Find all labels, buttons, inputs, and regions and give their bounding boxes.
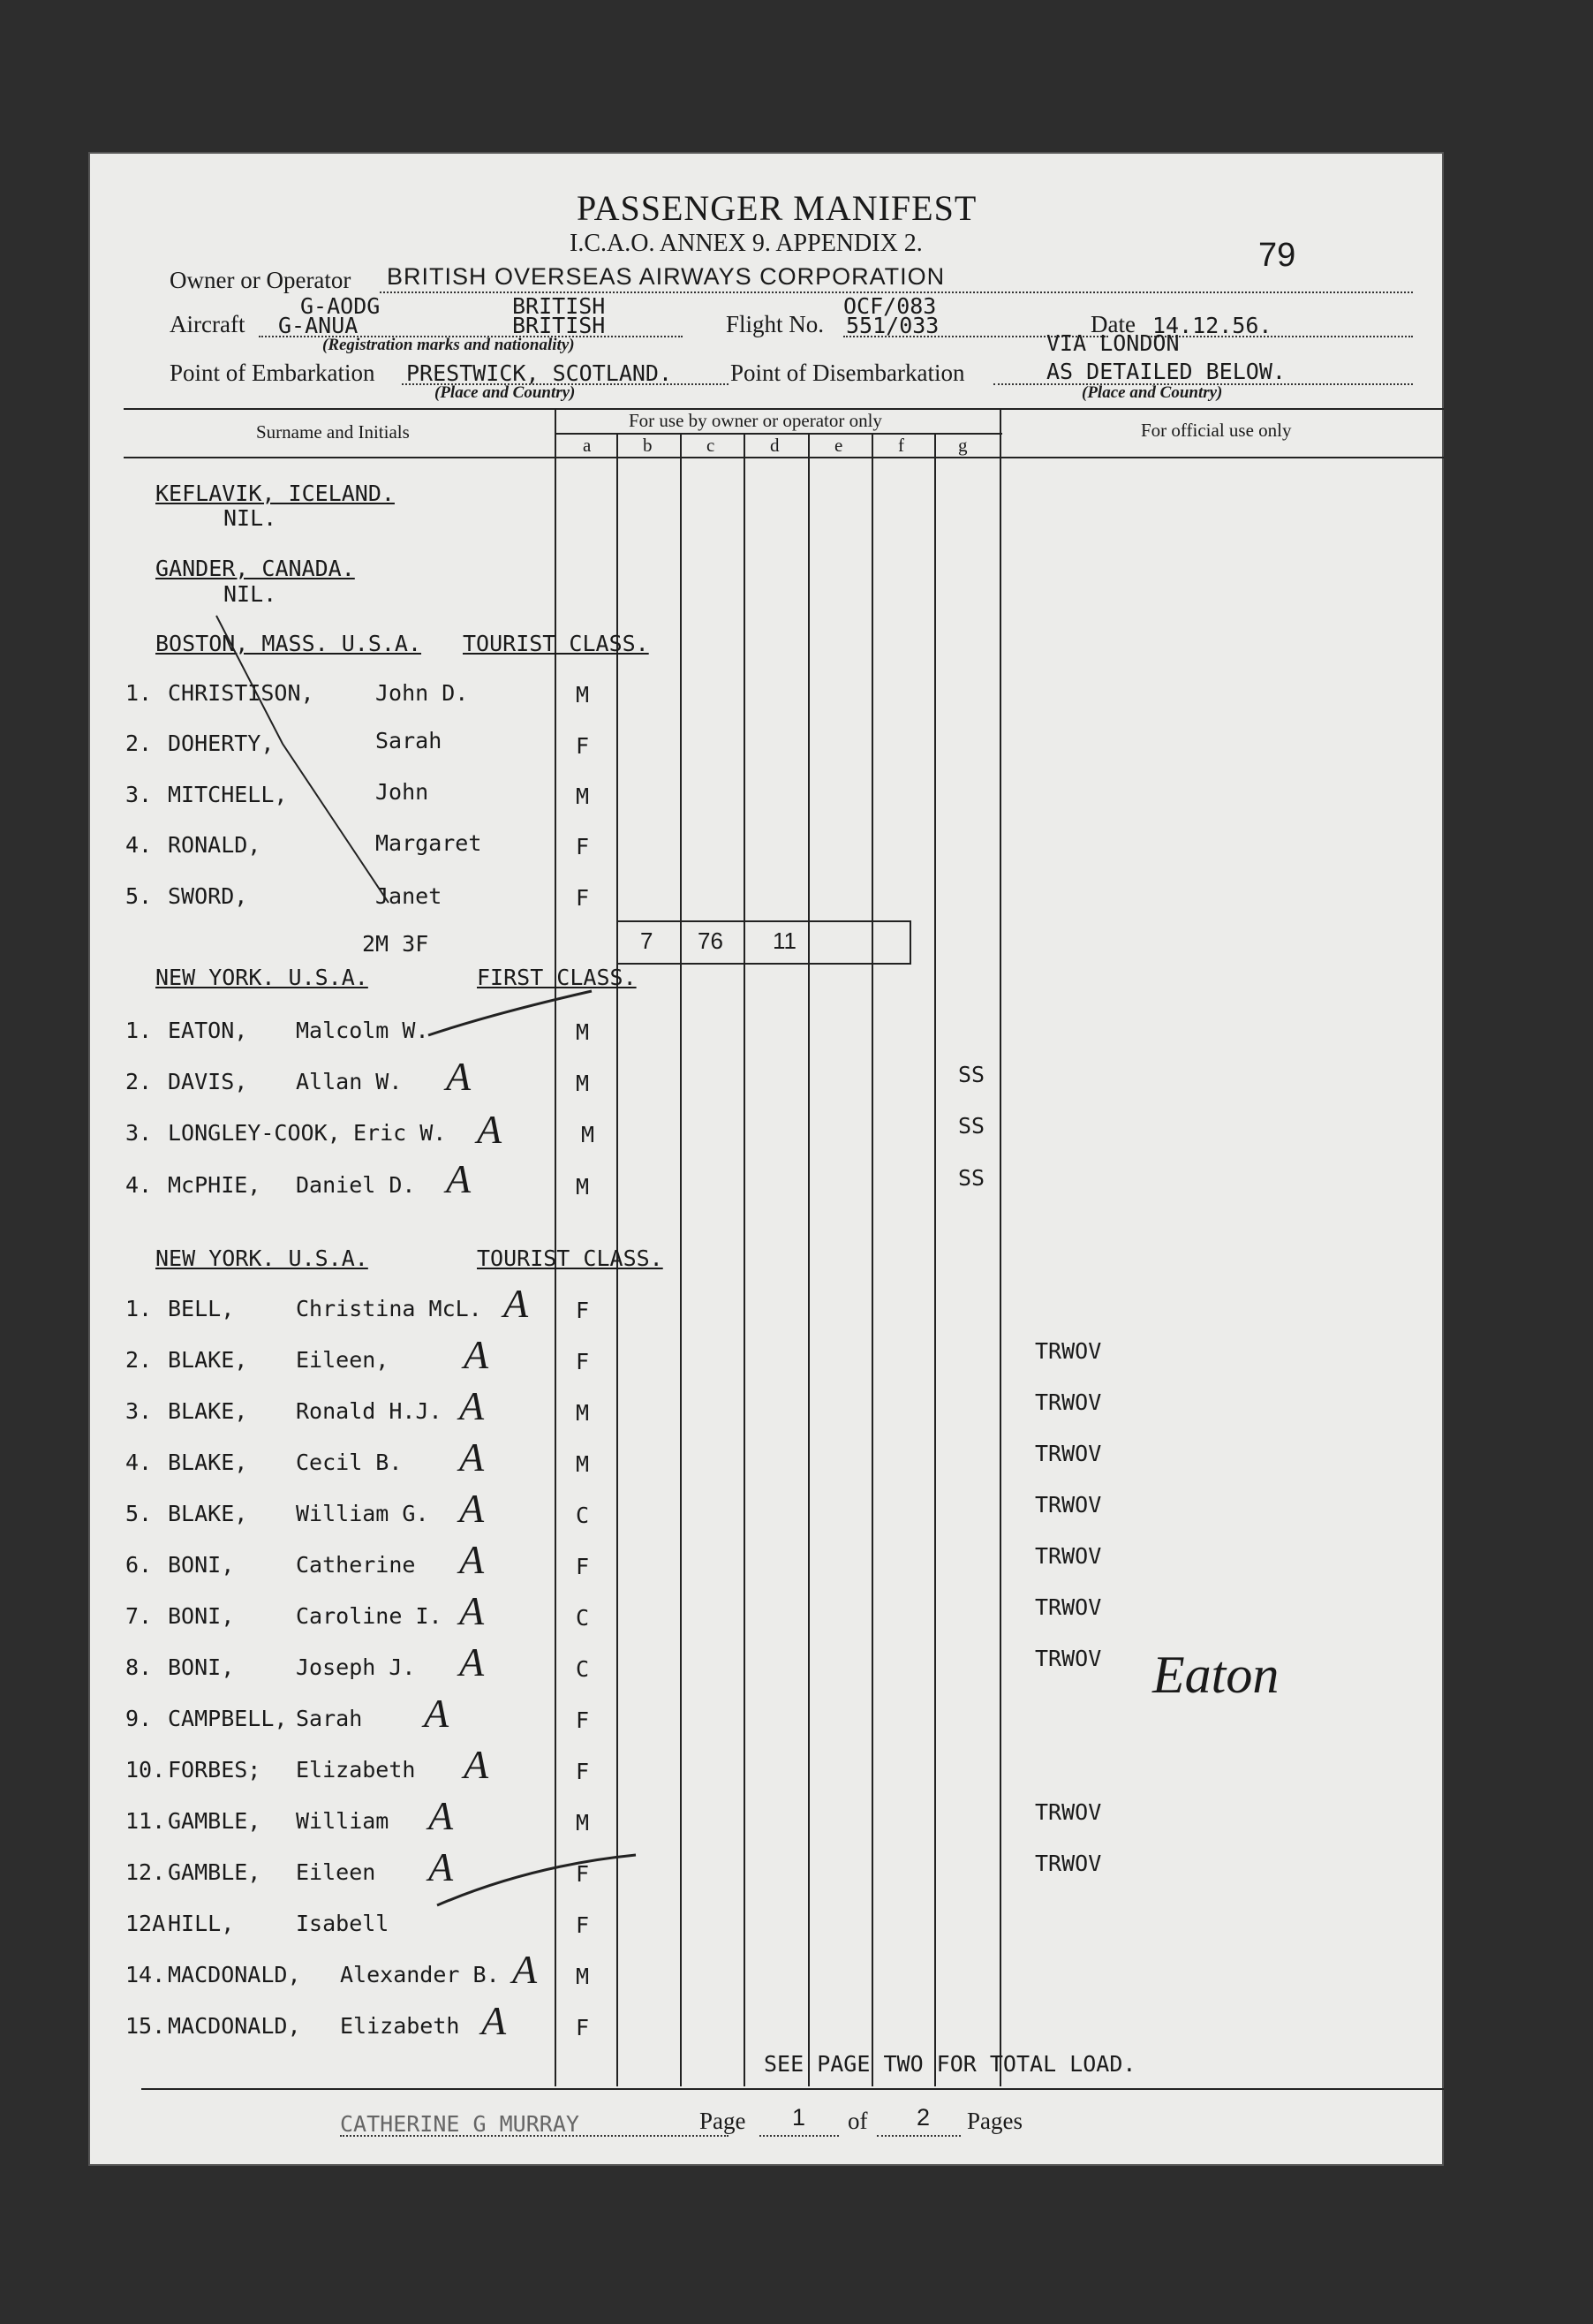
col-rule-g-left	[934, 433, 936, 2086]
ny-tourist-row-given: Sarah	[296, 1706, 363, 1731]
signatory: CATHERINE G MURRAY	[340, 2111, 579, 2137]
handwritten-note: Eaton	[1152, 1646, 1280, 1704]
col-rule-d-left	[744, 433, 745, 2086]
ny-first-row-4-surname: McPHIE,	[168, 1172, 261, 1198]
boston-row-1-surname: CHRISTISON,	[168, 680, 314, 706]
col-g: g	[958, 435, 968, 456]
ny-tourist-row-surname: BLAKE,	[168, 1347, 248, 1373]
section-ny-tourist: NEW YORK. U.S.A.	[155, 1245, 368, 1271]
ny-first-row-3-num: 3.	[125, 1120, 153, 1146]
boston-row-3-surname: MITCHELL,	[168, 782, 288, 807]
page-value: 1	[792, 2104, 807, 2131]
boston-row-4-num: 4.	[125, 832, 153, 858]
ny-tourist-row-num: 7.	[125, 1603, 153, 1629]
total-load-note: SEE PAGE TWO FOR TOTAL LOAD.	[764, 2051, 1136, 2077]
ny-tourist-row-sex: M	[576, 1400, 590, 1426]
nationality-1: BRITISH	[512, 293, 606, 319]
disembark-label: Point of Disembarkation	[730, 360, 965, 386]
ny-tourist-row-mark: A	[459, 1537, 485, 1582]
page-dotline	[759, 2135, 839, 2137]
ny-tourist-row-num: 2.	[125, 1347, 153, 1373]
ny-tourist-row-sex: C	[576, 1605, 590, 1631]
col-header-official: For official use only	[1141, 420, 1292, 441]
pen-stroke-gamble	[433, 1848, 645, 1910]
ny-tourist-row-surname: BONI,	[168, 1654, 235, 1680]
ny-tourist-row-num: 9.	[125, 1706, 153, 1731]
boston-total-b: 7	[640, 927, 653, 954]
ny-tourist-row-sex: C	[576, 1656, 590, 1682]
disembark-value: AS DETAILED BELOW.	[1046, 359, 1286, 384]
ny-tourist-row-mark: A	[464, 1742, 489, 1787]
ny-first-row-4-mark: A	[446, 1156, 472, 1201]
ny-tourist-row-mark: A	[459, 1486, 485, 1531]
ny-tourist-row-num: 6.	[125, 1552, 153, 1578]
boston-row-1-num: 1.	[125, 680, 153, 706]
aircraft-reg-2: G-ANUA	[278, 313, 359, 338]
owner-value: BRITISH OVERSEAS AIRWAYS CORPORATION	[387, 263, 946, 290]
col-rule-c-left	[680, 433, 682, 2086]
ny-tourist-row-num: 12.	[125, 1859, 166, 1885]
boston-row-3-num: 3.	[125, 782, 153, 807]
ny-tourist-row-given: Christina McL.	[296, 1296, 482, 1321]
boston-row-5-num: 5.	[125, 883, 153, 909]
ny-tourist-row-surname: HILL,	[168, 1911, 235, 1936]
of-label: of	[848, 2108, 868, 2134]
flight-label: Flight No.	[726, 311, 825, 337]
section-keflavik: KEFLAVIK, ICELAND.	[155, 481, 395, 506]
ny-tourist-row-sex: F	[576, 1912, 590, 1938]
ny-tourist-row-mark: A	[459, 1435, 485, 1480]
page-subtitle: I.C.A.O. ANNEX 9. APPENDIX 2.	[570, 230, 923, 257]
ny-first-row-1-sex: M	[576, 1019, 590, 1045]
page-label: Page	[699, 2108, 746, 2134]
page-number: 79	[1258, 237, 1296, 274]
ny-tourist-row-sex: C	[576, 1503, 590, 1528]
ny-tourist-row-given: Elizabeth	[296, 1757, 416, 1783]
boston-row-2-sex: F	[576, 733, 590, 759]
signatory-dotline	[340, 2135, 729, 2137]
ny-tourist-row-given: Isabell	[296, 1911, 389, 1936]
col-c: c	[706, 435, 715, 456]
ny-tourist-row-official: TRWOV	[1035, 1799, 1102, 1825]
ny-first-row-2-surname: DAVIS,	[168, 1069, 248, 1094]
ny-tourist-row-mark: A	[459, 1639, 485, 1684]
col-header-surname: Surname and Initials	[256, 421, 410, 443]
ny-first-row-3-surname: LONGLEY-COOK,	[168, 1120, 341, 1146]
ny-tourist-row-surname: BONI,	[168, 1603, 235, 1629]
section-ny-tourist-class: TOURIST CLASS.	[477, 1245, 663, 1271]
ny-tourist-row-num: 11.	[125, 1808, 166, 1834]
ny-tourist-row-mark: A	[428, 1844, 454, 1889]
ny-tourist-row-given: Elizabeth	[340, 2013, 460, 2039]
ny-tourist-row-surname: GAMBLE,	[168, 1859, 261, 1885]
pages-label: Pages	[967, 2108, 1023, 2134]
ny-tourist-row-official: TRWOV	[1035, 1389, 1102, 1415]
flight-value-2: 551/033	[846, 313, 940, 338]
boston-row-4-surname: RONALD,	[168, 832, 261, 858]
ny-tourist-row-mark: A	[503, 1281, 529, 1326]
ny-tourist-row-surname: BLAKE,	[168, 1501, 248, 1526]
ny-tourist-row-sex: F	[576, 1349, 590, 1374]
col-a: a	[583, 435, 592, 456]
ny-tourist-row-sex: M	[576, 1451, 590, 1477]
col-e: e	[834, 435, 843, 456]
col-rule-e-left	[808, 433, 810, 2086]
boston-row-2-num: 2.	[125, 731, 153, 756]
col-f: f	[898, 435, 904, 456]
col-d: d	[770, 435, 780, 456]
ny-first-row-2-given: Allan W.	[296, 1069, 403, 1094]
ny-tourist-row-given: William G.	[296, 1501, 429, 1526]
boston-total-c: 76	[698, 927, 723, 954]
col-header-owner-use: For use by owner or operator only	[629, 410, 882, 431]
ny-first-row-2-g: SS	[958, 1062, 985, 1087]
ny-tourist-row-num: 14.	[125, 1962, 166, 1987]
ny-tourist-row-mark: A	[459, 1588, 485, 1633]
footer-rule	[141, 2088, 1444, 2090]
disembark-caption: (Place and Country)	[1082, 383, 1223, 402]
section-keflavik-nil: NIL.	[223, 505, 277, 531]
boston-row-4-given: Margaret	[375, 830, 482, 856]
boston-row-4-sex: F	[576, 834, 590, 859]
ny-first-row-2-num: 2.	[125, 1069, 153, 1094]
nationality-2: BRITISH	[512, 313, 606, 338]
ny-first-row-3-sex: M	[581, 1122, 595, 1147]
date-value: 14.12.56.	[1152, 313, 1272, 338]
ny-tourist-row-mark: A	[512, 1947, 538, 1992]
ny-tourist-row-sex: F	[576, 1554, 590, 1579]
ny-tourist-row-mark: A	[481, 1998, 507, 2043]
section-gander: GANDER, CANADA.	[155, 556, 355, 581]
aircraft-reg-1: G-AODG	[300, 293, 381, 319]
section-ny-first-class: FIRST CLASS.	[477, 965, 637, 990]
ny-tourist-row-num: 1.	[125, 1296, 153, 1321]
section-ny-first: NEW YORK. U.S.A.	[155, 965, 368, 990]
date-label: Date	[1091, 311, 1136, 337]
ny-first-row-2-sex: M	[576, 1071, 590, 1096]
ny-tourist-row-sex: F	[576, 1298, 590, 1323]
ny-tourist-row-surname: MACDONALD,	[168, 2013, 301, 2039]
ny-first-row-2-mark: A	[446, 1054, 472, 1099]
ny-tourist-row-official: TRWOV	[1035, 1646, 1102, 1671]
ny-tourist-row-surname: MACDONALD,	[168, 1962, 301, 1987]
section-boston-class: TOURIST CLASS.	[463, 631, 649, 656]
boston-row-3-given: John	[375, 779, 429, 805]
ny-first-row-3-mark: A	[477, 1107, 502, 1152]
boston-row-5-sex: F	[576, 885, 590, 911]
ny-tourist-row-num: 12A	[125, 1911, 166, 1936]
boston-row-3-sex: M	[576, 783, 590, 809]
pen-stroke-eaton	[424, 982, 600, 1044]
boston-row-1-sex: M	[576, 682, 590, 708]
of-dotline	[877, 2135, 961, 2137]
ny-tourist-row-mark: A	[428, 1793, 454, 1838]
ny-tourist-row-sex: M	[576, 1964, 590, 1989]
ny-tourist-row-given: Ronald H.J.	[296, 1398, 442, 1424]
boston-row-5-given: Janet	[375, 883, 442, 909]
section-boston: BOSTON, MASS. U.S.A.	[155, 631, 422, 656]
ny-first-row-1-given: Malcolm W.	[296, 1018, 429, 1043]
ny-tourist-row-given: Caroline I.	[296, 1603, 442, 1629]
ny-tourist-row-sex: F	[576, 1707, 590, 1733]
aircraft-label: Aircraft	[170, 311, 245, 337]
ny-tourist-row-num: 3.	[125, 1398, 153, 1424]
ny-tourist-row-given: Eileen,	[296, 1347, 389, 1373]
ny-tourist-row-mark: A	[459, 1383, 485, 1428]
ny-tourist-row-official: TRWOV	[1035, 1441, 1102, 1466]
ny-tourist-row-given: Eileen	[296, 1859, 376, 1885]
boston-row-1-given: John D.	[375, 680, 469, 706]
ny-tourist-row-surname: BELL,	[168, 1296, 235, 1321]
flight-value-1: OCF/083	[843, 293, 937, 319]
ny-tourist-row-given: Joseph J.	[296, 1654, 416, 1680]
ny-tourist-row-surname: FORBES;	[168, 1757, 261, 1783]
ny-first-row-3-given: Eric W.	[353, 1120, 447, 1146]
boston-row-2-surname: DOHERTY,	[168, 731, 275, 756]
ny-tourist-row-official: TRWOV	[1035, 1338, 1102, 1364]
embark-value: PRESTWICK, SCOTLAND.	[406, 360, 673, 386]
section-gander-nil: NIL.	[223, 581, 277, 607]
registration-caption: (Registration marks and nationality)	[322, 336, 575, 354]
ny-first-row-1-surname: EATON,	[168, 1018, 248, 1043]
embark-label: Point of Embarkation	[170, 360, 375, 386]
owner-label: Owner or Operator	[170, 267, 351, 293]
ny-tourist-row-surname: BLAKE,	[168, 1450, 248, 1475]
ny-tourist-row-num: 10.	[125, 1757, 166, 1783]
ny-tourist-row-sex: M	[576, 1810, 590, 1836]
ny-tourist-row-official: TRWOV	[1035, 1851, 1102, 1876]
col-rule-f-left	[872, 433, 873, 2086]
manifest-sheet	[88, 152, 1444, 2166]
pen-stroke-diagonal	[212, 611, 406, 912]
ny-tourist-row-sex: F	[576, 1759, 590, 1784]
boston-row-2-given: Sarah	[375, 728, 442, 753]
embark-caption: (Place and Country)	[434, 383, 576, 402]
ny-tourist-row-sex: F	[576, 1861, 590, 1887]
boston-totals-box	[618, 920, 911, 965]
ny-tourist-row-official: TRWOV	[1035, 1594, 1102, 1620]
ny-tourist-row-given: William	[296, 1808, 389, 1834]
ny-tourist-row-given: Alexander B.	[340, 1962, 500, 1987]
ny-tourist-row-num: 4.	[125, 1450, 153, 1475]
ny-tourist-row-num: 15.	[125, 2013, 166, 2039]
ny-first-row-4-given: Daniel D.	[296, 1172, 416, 1198]
ny-tourist-row-num: 8.	[125, 1654, 153, 1680]
of-value: 2	[917, 2104, 932, 2131]
ny-tourist-row-mark: A	[464, 1332, 489, 1377]
ny-first-row-1-num: 1.	[125, 1018, 153, 1043]
table-header-bottom-rule	[124, 457, 1444, 458]
ny-tourist-row-official: TRWOV	[1035, 1543, 1102, 1569]
ny-tourist-row-sex: F	[576, 2015, 590, 2040]
page-title: PASSENGER MANIFEST	[577, 188, 978, 228]
ny-tourist-row-given: Cecil B.	[296, 1450, 403, 1475]
ny-tourist-row-num: 5.	[125, 1501, 153, 1526]
ny-tourist-row-surname: CAMPBELL,	[168, 1706, 288, 1731]
ny-tourist-row-surname: BONI,	[168, 1552, 235, 1578]
ny-first-row-3-g: SS	[958, 1113, 985, 1139]
ny-first-row-4-g: SS	[958, 1165, 985, 1191]
boston-total-d: 11	[773, 927, 796, 954]
ny-tourist-row-mark: A	[424, 1691, 449, 1736]
col-rule-official-left	[1000, 408, 1001, 2086]
col-b: b	[643, 435, 653, 456]
ny-tourist-row-given: Catherine	[296, 1552, 416, 1578]
ny-first-row-4-num: 4.	[125, 1172, 153, 1198]
boston-row-5-surname: SWORD,	[168, 883, 248, 909]
boston-totals-label: 2M 3F	[362, 931, 429, 957]
via-value: VIA LONDON	[1046, 330, 1180, 356]
ny-first-row-4-sex: M	[576, 1174, 590, 1200]
ny-tourist-row-surname: BLAKE,	[168, 1398, 248, 1424]
ny-tourist-row-official: TRWOV	[1035, 1492, 1102, 1518]
ny-tourist-row-surname: GAMBLE,	[168, 1808, 261, 1834]
